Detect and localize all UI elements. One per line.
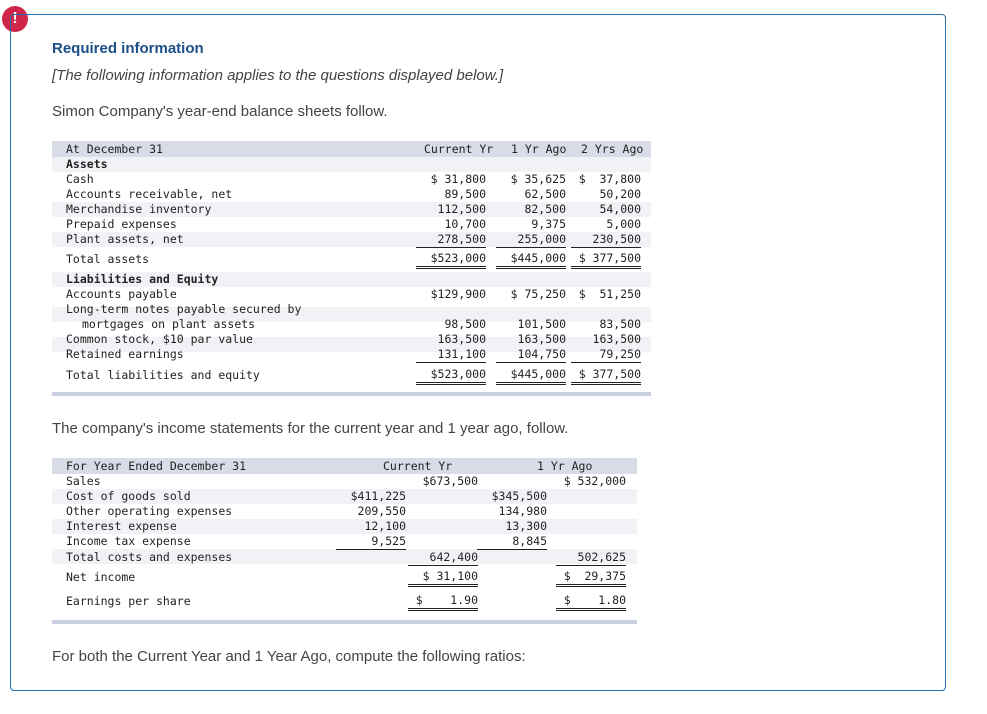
- cell-2yr: 230,500: [571, 232, 641, 248]
- cell-current: 163,500: [437, 332, 486, 346]
- cell-1yr-total: $ 29,375: [556, 569, 626, 587]
- cell-current: $ 31,800: [430, 172, 486, 186]
- cell-1yr: 82,500: [524, 202, 566, 216]
- info-note: [The following information applies to the questions displayed below.]: [52, 67, 504, 84]
- row-label: Cost of goods sold: [66, 489, 191, 503]
- row-label: Cash: [66, 172, 94, 186]
- cell-1yr: 8,845: [477, 534, 547, 550]
- alert-icon: !: [2, 6, 28, 32]
- cell-1yr: $ 35,625: [510, 172, 566, 186]
- bs-header-1yr: 1 Yr Ago: [511, 142, 567, 156]
- row-label: Earnings per share: [66, 594, 191, 608]
- cell-1yr: $445,000: [496, 251, 566, 269]
- cell-current-total: 642,400: [408, 550, 478, 566]
- is-header-1yr: 1 Yr Ago: [537, 459, 593, 473]
- cell-current: 98,500: [444, 317, 486, 331]
- cell-current: $523,000: [416, 251, 486, 269]
- row-label: Total assets: [66, 252, 150, 266]
- cell-2yr: $ 51,250: [578, 287, 641, 301]
- required-info-title: Required information: [52, 40, 204, 57]
- row-label: Common stock, $10 par value: [66, 332, 253, 346]
- assets-heading: Assets: [66, 157, 108, 171]
- row-label: Long-term notes payable secured by: [66, 302, 302, 316]
- row-label: Accounts payable: [66, 287, 177, 301]
- cell-2yr: 54,000: [599, 202, 641, 216]
- row-label: mortgages on plant assets: [82, 317, 256, 331]
- bs-header-label: At December 31: [66, 142, 163, 156]
- row-label: Interest expense: [66, 519, 177, 533]
- cell-1yr-total: $ 1.80: [556, 593, 626, 611]
- cell-2yr: 50,200: [599, 187, 641, 201]
- row-label: Income tax expense: [66, 534, 191, 548]
- cell-current-total: $673,500: [422, 474, 478, 488]
- cell-1yr: 134,980: [498, 504, 547, 518]
- cell-1yr: 255,000: [496, 232, 566, 248]
- cell-1yr: $345,500: [491, 489, 547, 503]
- row-label: Total liabilities and equity: [66, 368, 260, 382]
- cell-current: $523,000: [416, 367, 486, 385]
- liabilities-heading: Liabilities and Equity: [66, 272, 219, 286]
- cell-2yr: $ 37,800: [578, 172, 641, 186]
- cell-current-total: $ 31,100: [408, 569, 478, 587]
- cell-1yr: $ 75,250: [510, 287, 566, 301]
- balance-sheet-table: [52, 141, 651, 399]
- cell-1yr: 13,300: [505, 519, 547, 533]
- cell-current: 89,500: [444, 187, 486, 201]
- income-statement-intro: The company's income statements for the current year and 1 year ago, follow.: [52, 420, 569, 437]
- cell-current: 278,500: [416, 232, 486, 248]
- cell-1yr: 101,500: [517, 317, 566, 331]
- row-label: Net income: [66, 570, 136, 584]
- is-header-current: Current Yr: [383, 459, 453, 473]
- cell-current: 9,525: [336, 534, 406, 550]
- cell-1yr-total: $ 532,000: [563, 474, 626, 488]
- cell-current: 12,100: [364, 519, 406, 533]
- bs-header-current: Current Yr: [424, 142, 494, 156]
- bs-header-2yr: 2 Yrs Ago: [581, 142, 644, 156]
- cell-1yr: 163,500: [517, 332, 566, 346]
- cell-2yr: $ 377,500: [571, 251, 641, 269]
- cell-current: 131,100: [416, 347, 486, 363]
- cell-1yr: 62,500: [524, 187, 566, 201]
- cell-2yr: 83,500: [599, 317, 641, 331]
- cell-2yr: 79,250: [571, 347, 641, 363]
- row-label: Total costs and expenses: [66, 550, 233, 564]
- row-label: Plant assets, net: [66, 232, 184, 246]
- income-statement-table: [52, 458, 637, 628]
- cell-1yr: 104,750: [496, 347, 566, 363]
- cell-current: 112,500: [437, 202, 486, 216]
- row-label: Sales: [66, 474, 101, 488]
- cell-current: 10,700: [444, 217, 486, 231]
- cell-2yr: 5,000: [606, 217, 641, 231]
- row-label: Merchandise inventory: [66, 202, 212, 216]
- row-label: Accounts receivable, net: [66, 187, 233, 201]
- cell-current-total: $ 1.90: [408, 593, 478, 611]
- row-label: Other operating expenses: [66, 504, 233, 518]
- balance-sheet-intro: Simon Company's year-end balance sheets follow.: [52, 103, 388, 120]
- cell-2yr: 163,500: [592, 332, 641, 346]
- row-label: Retained earnings: [66, 347, 184, 361]
- cell-1yr: $445,000: [496, 367, 566, 385]
- cell-2yr: $ 377,500: [571, 367, 641, 385]
- cell-1yr: 9,375: [531, 217, 566, 231]
- is-header-label: For Year Ended December 31: [66, 459, 247, 473]
- ratios-instruction: For both the Current Year and 1 Year Ago, compute the following ratios:: [52, 648, 526, 665]
- cell-current: $411,225: [350, 489, 406, 503]
- cell-1yr-total: 502,625: [556, 550, 626, 566]
- cell-current: 209,550: [357, 504, 406, 518]
- cell-current: $129,900: [430, 287, 486, 301]
- row-label: Prepaid expenses: [66, 217, 177, 231]
